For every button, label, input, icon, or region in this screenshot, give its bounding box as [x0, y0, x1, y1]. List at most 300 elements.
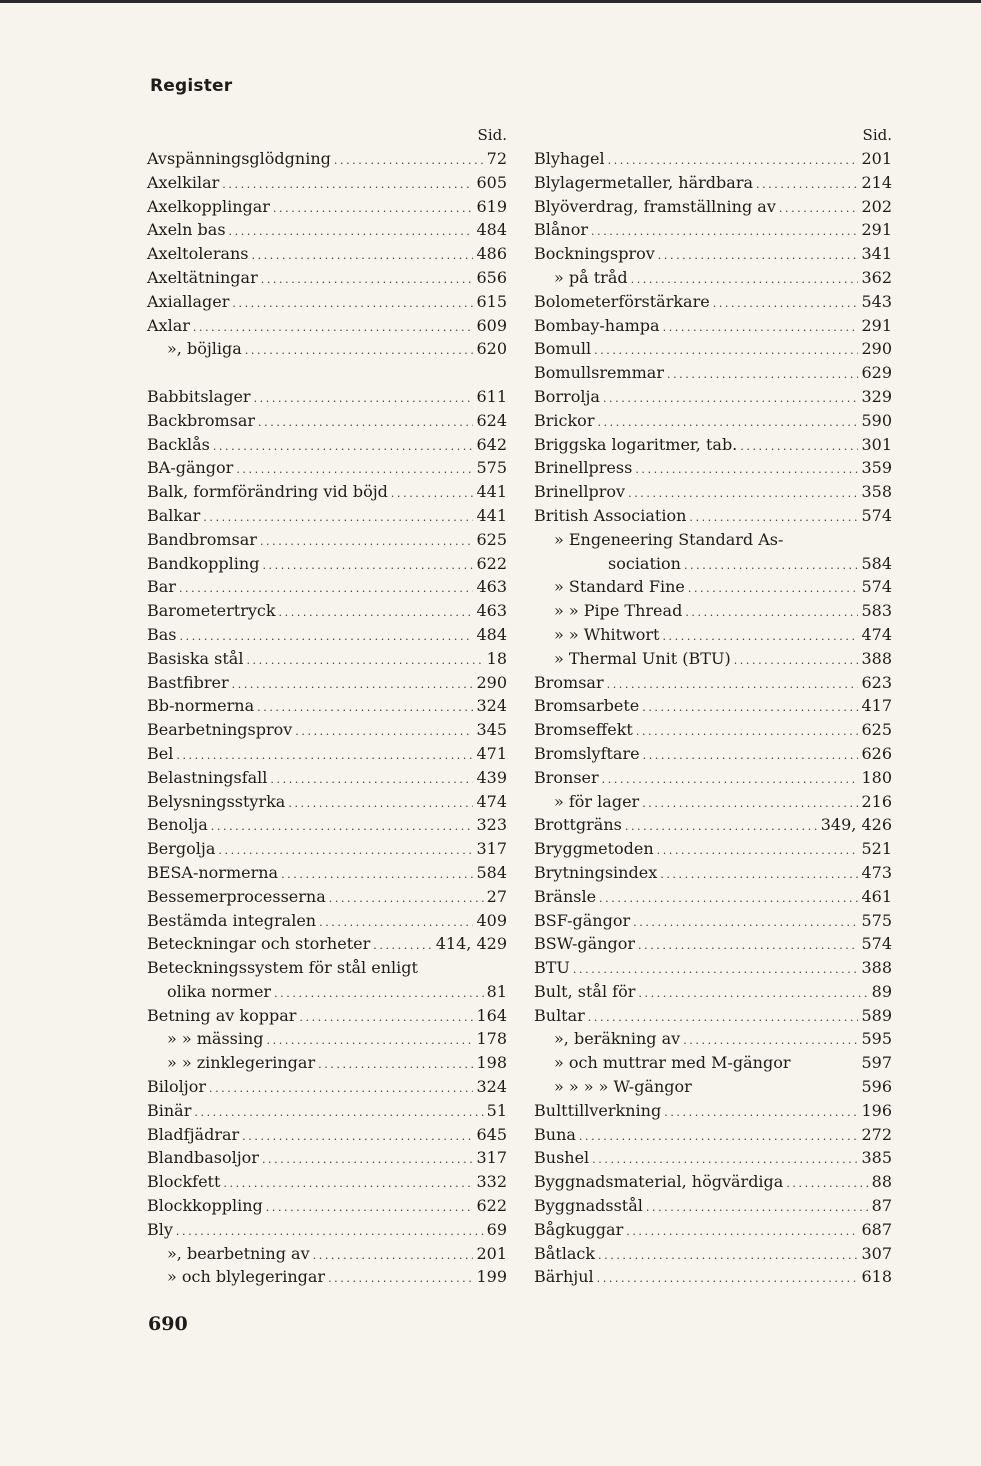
dot-leader [288, 792, 473, 816]
entry-page: 439 [476, 767, 507, 787]
entry-term: » » zinklegeringar [167, 1053, 316, 1073]
entry-page: 291 [861, 220, 892, 240]
entry-page: 349, 426 [820, 815, 892, 835]
dot-leader [328, 1267, 473, 1291]
entry-page: 619 [476, 196, 507, 216]
entry-page: 180 [861, 767, 892, 787]
dot-leader [318, 1053, 473, 1077]
entry-page: 486 [476, 244, 507, 264]
entry-page: 290 [861, 339, 892, 359]
index-entry [534, 480, 892, 504]
entry-term: Bränsle [534, 886, 597, 906]
index-entry [147, 552, 507, 576]
entry-term: Balk, formförändring vid böjd [147, 482, 388, 502]
dot-leader [638, 934, 858, 958]
entry-term: Bågkuggar [534, 1219, 624, 1239]
index-entry [534, 1051, 892, 1075]
entry-term: Blockkoppling [147, 1196, 263, 1216]
dot-leader [597, 1267, 859, 1291]
entry-page: 574 [861, 577, 892, 597]
entry-page: 69 [486, 1219, 507, 1239]
index-entry [147, 314, 507, 338]
entry-term: Bastfibrer [147, 672, 229, 692]
dot-leader [211, 815, 474, 839]
dot-leader [638, 982, 868, 1006]
entry-term: BSF-gängor [534, 910, 631, 930]
index-entry [147, 766, 507, 790]
entry-term: Byggnadsmaterial, högvärdiga [534, 1172, 784, 1192]
entry-page: 615 [476, 291, 507, 311]
entry-term: Balkar [147, 505, 201, 525]
index-entry [534, 885, 892, 909]
entry-page: 625 [861, 720, 892, 740]
index-entry [147, 909, 507, 933]
index-entry [534, 147, 892, 171]
entry-page: 441 [476, 505, 507, 525]
dot-leader [740, 435, 858, 459]
dot-leader [232, 292, 473, 316]
entry-term: Brottgräns [534, 815, 622, 835]
index-entry [147, 1004, 507, 1028]
entry-page: 72 [486, 149, 507, 168]
index-entry [147, 409, 507, 433]
index-entry [147, 147, 507, 171]
index-entry [534, 932, 892, 956]
index-entry [147, 932, 507, 956]
dot-leader [329, 887, 484, 911]
entry-page: 317 [476, 839, 507, 859]
entry-term: Bly [147, 1219, 173, 1239]
index-entry [534, 790, 892, 814]
entry-page: 202 [861, 196, 892, 216]
dot-leader [588, 1006, 859, 1030]
entry-term: Axeln bas [147, 220, 226, 240]
dot-leader [658, 244, 859, 268]
entry-page: 642 [476, 434, 507, 454]
entry-term: Beteckningar och storheter [147, 934, 371, 954]
dot-leader [229, 220, 474, 244]
entry-term: Borrolja [534, 386, 600, 406]
dot-leader [203, 506, 473, 530]
dot-leader [663, 316, 859, 340]
dot-leader [713, 292, 859, 316]
dot-leader [657, 839, 859, 863]
entry-term: Bromseffekt [534, 720, 633, 740]
entry-term: Bombay-hampa [534, 315, 660, 335]
entry-term: BESA-normerna [147, 862, 279, 882]
entry-term: Bar [147, 577, 176, 597]
entry-page: 484 [476, 624, 507, 644]
dot-leader [176, 1220, 484, 1244]
entry-page: 272 [861, 1124, 892, 1144]
index-entry [534, 409, 892, 433]
entry-term: Blandbasoljor [147, 1148, 259, 1168]
entry-term: » och blylegeringar [167, 1267, 326, 1287]
entry-term: Bladfjädrar [147, 1124, 240, 1144]
entry-term: » Standard Fine [554, 577, 685, 597]
index-entry [147, 813, 507, 837]
entry-page: 196 [861, 1100, 892, 1120]
dot-leader [642, 696, 858, 720]
entry-page: 324 [476, 1077, 507, 1097]
dot-leader [598, 1244, 858, 1268]
index-entry [534, 1170, 892, 1194]
dot-leader [218, 839, 473, 863]
index-entry [147, 195, 507, 219]
entry-page: 323 [476, 815, 507, 835]
index-entry [147, 647, 507, 671]
entry-term: Bulttillverkning [534, 1100, 662, 1120]
index-entry [147, 337, 507, 361]
entry-term: Betning av koppar [147, 1005, 297, 1025]
dot-leader [664, 1101, 858, 1125]
entry-page: 583 [861, 601, 892, 621]
entry-term: BTU [534, 958, 570, 978]
index-entry [534, 1265, 892, 1289]
index-entry [147, 1170, 507, 1194]
index-entry [534, 909, 892, 933]
dot-leader [591, 220, 858, 244]
entry-page: 18 [486, 648, 507, 668]
dot-leader [279, 601, 474, 625]
entry-page: 574 [861, 505, 892, 525]
index-entry [147, 266, 507, 290]
dot-leader [213, 435, 474, 459]
entry-term: Briggska logaritmer, tab. [534, 434, 738, 454]
entry-page: 656 [476, 267, 507, 287]
dot-leader [633, 911, 858, 935]
index-entry [534, 1194, 892, 1218]
dot-leader [636, 720, 859, 744]
entry-page: 471 [476, 743, 507, 763]
index-entry [147, 980, 507, 1004]
entry-page: 574 [861, 934, 892, 954]
entry-page: 329 [861, 386, 892, 406]
entry-term: Axiallager [147, 291, 230, 311]
index-entry [147, 1123, 507, 1147]
entry-page: 474 [476, 791, 507, 811]
dot-leader [373, 934, 433, 958]
entry-page: 609 [476, 315, 507, 335]
entry-page: 201 [476, 1243, 507, 1263]
entry-term: Blånor [534, 220, 588, 240]
entry-page: 645 [476, 1124, 507, 1144]
dot-leader [635, 458, 858, 482]
dot-leader [579, 1125, 859, 1149]
entry-term: Bestämda integralen [147, 910, 317, 930]
dot-leader [267, 1029, 474, 1053]
dot-leader [209, 1077, 473, 1101]
entry-term: » » Whitwort [554, 624, 660, 644]
index-entry [147, 385, 507, 409]
entry-term: Barometertryck [147, 601, 276, 621]
entry-term: Båtlack [534, 1243, 596, 1263]
dot-leader [299, 1006, 473, 1030]
entry-term: Brinellprov [534, 482, 626, 502]
entry-page: 81 [486, 981, 507, 1001]
dot-leader [194, 1101, 483, 1125]
entry-term: Byggnadsstål [534, 1196, 643, 1216]
entry-page: 623 [861, 672, 892, 692]
entry-term: Basiska stål [147, 648, 244, 668]
entry-page: 198 [476, 1053, 507, 1073]
entry-term: Bessemerprocesserna [147, 886, 326, 906]
entry-term: Brytningsindex [534, 862, 658, 882]
index-entry [534, 1027, 892, 1051]
entry-page: 441 [476, 482, 507, 502]
entry-term: Bromsar [534, 672, 604, 692]
index-column-left [147, 123, 507, 1289]
index-entry [147, 1242, 507, 1266]
dot-leader [266, 1196, 474, 1220]
dot-leader [628, 482, 858, 506]
entry-term: Bomull [534, 339, 592, 359]
entry-page: 521 [861, 839, 892, 859]
entry-term: Backbromsar [147, 410, 256, 430]
entry-page: 687 [861, 1219, 892, 1239]
dot-leader [599, 887, 858, 911]
entry-page: 618 [861, 1267, 892, 1287]
index-entry [147, 361, 507, 385]
entry-term: Bockningsprov [534, 244, 655, 264]
index-entry [534, 671, 892, 695]
dot-leader [245, 339, 474, 363]
entry-term: Axeltolerans [147, 244, 249, 264]
dot-leader [643, 744, 859, 768]
dot-leader [257, 696, 473, 720]
entry-term: Binär [147, 1100, 192, 1120]
entry-term: Bromslyftare [534, 743, 640, 763]
dot-leader [295, 720, 473, 744]
entry-term: Bushel [534, 1148, 590, 1168]
index-entry [147, 1099, 507, 1123]
entry-page: 201 [861, 149, 892, 168]
entry-page: 359 [861, 458, 892, 478]
entry-term: sociation [608, 553, 681, 573]
dot-leader [270, 768, 473, 792]
dot-leader [391, 482, 474, 506]
dot-leader [223, 1172, 473, 1196]
dot-leader [685, 601, 858, 625]
index-column-right [534, 123, 892, 1289]
entries [147, 147, 507, 1289]
entry-term: », bearbetning av [167, 1243, 310, 1263]
dot-leader [242, 1125, 473, 1149]
dot-leader [734, 649, 859, 673]
dot-leader [602, 768, 859, 792]
entry-term: Buna [534, 1124, 576, 1144]
dot-leader [281, 863, 473, 887]
entry-page: 625 [476, 529, 507, 549]
dot-leader [786, 1172, 868, 1196]
index-entry [147, 575, 507, 599]
entry-page: 611 [476, 386, 507, 406]
index-entry [534, 1242, 892, 1266]
index-entry [534, 218, 892, 242]
index-entry [147, 1218, 507, 1242]
dot-leader [180, 625, 474, 649]
dot-leader [176, 744, 473, 768]
entry-term: » Engeneering Standard As- [554, 529, 784, 549]
dot-leader [179, 577, 474, 601]
entry-page: 88 [871, 1172, 892, 1192]
entry-page: 332 [476, 1172, 507, 1192]
index-entry [534, 171, 892, 195]
entry-term: Bas [147, 624, 177, 644]
sid-label: Sid. [862, 126, 892, 144]
entry-page: 473 [861, 862, 892, 882]
entry-term: Biloljor [147, 1077, 206, 1097]
entry-term: Axeltätningar [147, 267, 258, 287]
dot-leader [689, 506, 858, 530]
entry-term: Belastningsfall [147, 767, 268, 787]
entry-term: » för lager [554, 791, 640, 811]
dot-leader [273, 197, 474, 221]
index-entry [147, 1194, 507, 1218]
entry-page: 461 [861, 886, 892, 906]
entry-term: Bultar [534, 1005, 585, 1025]
index-entry [147, 956, 507, 980]
entry-term: Axelkopplingar [147, 196, 270, 216]
dot-leader [608, 149, 859, 173]
entry-page: 341 [861, 244, 892, 264]
index-entry [147, 480, 507, 504]
index-entry [534, 314, 892, 338]
entry-page: 345 [476, 720, 507, 740]
entry-term: » på tråd [554, 267, 628, 287]
entry-term: Bolometerförstärkare [534, 291, 710, 311]
index-entry [534, 647, 892, 671]
page-title: Register [150, 76, 233, 96]
entry-page: 307 [861, 1243, 892, 1263]
index-entry [534, 1099, 892, 1123]
entry-page: 388 [861, 648, 892, 668]
entries [534, 147, 892, 1289]
index-entry [147, 528, 507, 552]
entry-term: Brinellpress [534, 458, 633, 478]
dot-leader [631, 268, 859, 292]
dot-leader [683, 1029, 858, 1053]
dot-leader [667, 363, 858, 387]
entry-term: Avspänningsglödgning [147, 149, 331, 168]
index-entry [534, 837, 892, 861]
dot-leader [260, 530, 474, 554]
dot-leader [236, 458, 473, 482]
entry-page: 590 [861, 410, 892, 430]
entry-term: Blylagermetaller, härdbara [534, 172, 754, 192]
entry-page: 584 [476, 862, 507, 882]
dot-leader [684, 554, 859, 578]
entry-page: 89 [871, 981, 892, 1001]
index-entry [534, 456, 892, 480]
index-entry [534, 433, 892, 457]
entry-term: Babbitslager [147, 386, 251, 406]
entry-term: » och muttrar med M-gängor [554, 1053, 791, 1073]
entry-page: 317 [476, 1148, 507, 1168]
entry-term: Bel [147, 743, 174, 763]
dot-leader [573, 958, 859, 982]
entry-page: 385 [861, 1148, 892, 1168]
entry-page: 622 [476, 553, 507, 573]
index-entry [147, 837, 507, 861]
entry-page: 597 [861, 1053, 892, 1073]
index-entry [534, 694, 892, 718]
entry-page: 605 [476, 172, 507, 192]
entry-page: 290 [476, 672, 507, 692]
entry-page: 584 [861, 553, 892, 573]
entry-page: 417 [861, 696, 892, 716]
entry-term: British Association [534, 505, 687, 525]
entry-page: 629 [861, 363, 892, 383]
entry-page: 595 [861, 1029, 892, 1049]
entry-page: 199 [476, 1267, 507, 1287]
index-entry [534, 195, 892, 219]
entry-term: Bärhjul [534, 1267, 594, 1287]
dot-leader [262, 554, 473, 578]
dot-leader [779, 197, 859, 221]
index-entry [147, 885, 507, 909]
index-entry [147, 623, 507, 647]
entry-page: 575 [861, 910, 892, 930]
dot-leader [334, 149, 484, 173]
entry-term: Blockfett [147, 1172, 221, 1192]
dot-leader [258, 411, 473, 435]
entry-page: 178 [476, 1029, 507, 1049]
entry-term: Belysningsstyrka [147, 791, 286, 811]
index-entry [147, 1027, 507, 1051]
entry-page: 575 [476, 458, 507, 478]
entry-page: 87 [871, 1196, 892, 1216]
index-entry [534, 361, 892, 385]
entry-term: Bronser [534, 767, 599, 787]
dot-leader [597, 411, 858, 435]
entry-term: Bult, stål för [534, 981, 636, 1001]
dot-leader [252, 244, 474, 268]
index-entry [147, 171, 507, 195]
entry-page: 596 [861, 1077, 892, 1097]
entry-page: 543 [861, 291, 892, 311]
page-number: 690 [148, 1313, 188, 1335]
index-entry [534, 861, 892, 885]
index-entry [534, 742, 892, 766]
index-entry [534, 504, 892, 528]
entry-page: 463 [476, 577, 507, 597]
entry-term: » » mässing [167, 1029, 264, 1049]
index-entry [147, 1075, 507, 1099]
entry-page: 589 [861, 1005, 892, 1025]
index-entry [534, 813, 892, 837]
index-entry [534, 623, 892, 647]
dot-leader [594, 339, 858, 363]
dot-leader [660, 863, 858, 887]
entry-page: 324 [476, 696, 507, 716]
entry-term: Bandkoppling [147, 553, 260, 573]
index-entry [534, 980, 892, 1004]
index-entry [147, 433, 507, 457]
index-entry [534, 575, 892, 599]
entry-term: olika normer [167, 981, 272, 1001]
entry-term: Bryggmetoden [534, 839, 654, 859]
entry-term: » » Pipe Thread [554, 601, 683, 621]
entry-page: 624 [476, 410, 507, 430]
dot-leader [646, 1196, 869, 1220]
index-entry [534, 718, 892, 742]
entry-term: » » » » W-gängor [554, 1077, 692, 1097]
entry-term: Bandbromsar [147, 529, 257, 549]
entry-term: Blyöverdrag, framställning av [534, 196, 776, 216]
index-entry [147, 242, 507, 266]
index-entry [147, 861, 507, 885]
